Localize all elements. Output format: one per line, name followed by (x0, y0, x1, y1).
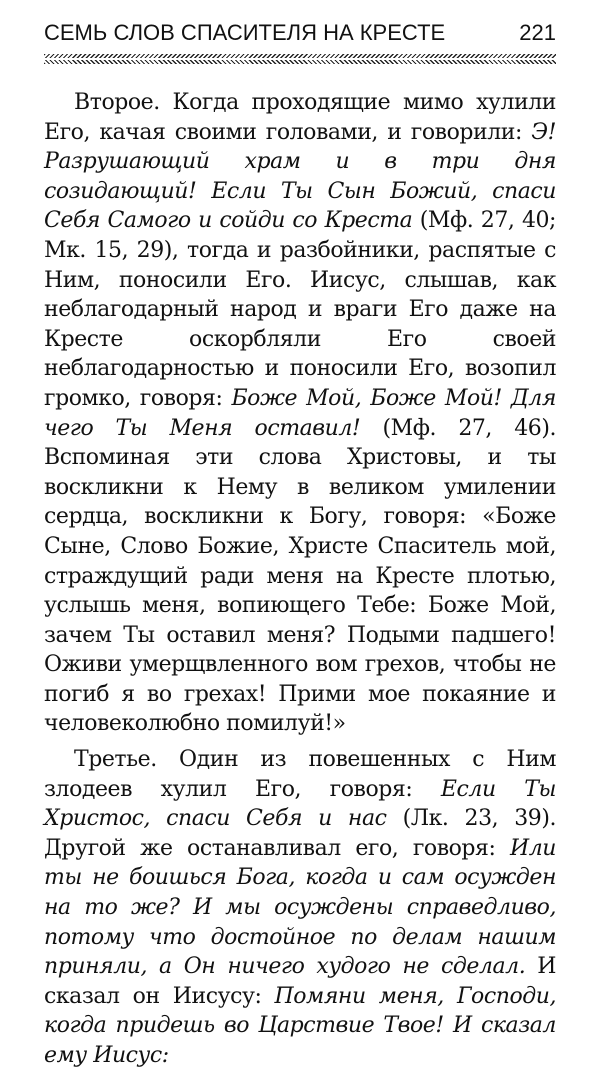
text-run: (Мф. 27, 46). Вспоминая эти слова Христовы, и ты воскликни к Нему в великом умилении сердца, воскликни к Богу, говоря: «Боже Сыне, Слово Божие, Христе Спаситель мой, страждущий ради меня на Кресте плотью, услышь меня, вопиющего Тебе: Боже Мой, зачем Ты оставил меня? Подыми падшего! Оживи умерщвленного вом грехов, чтобы не погиб я во грехах! Прими мое покаяние и человеколюбно помилуй!» (44, 415, 556, 737)
ornamental-rule (44, 54, 556, 64)
quote-run: Помяни меня, Господи, когда придешь во Царствие Твое! И сказал ему Иисус: (44, 983, 556, 1068)
running-header (44, 20, 556, 50)
paragraph-third-word (44, 745, 556, 1071)
page-number: 221 (519, 20, 556, 45)
quote-run: Э! Разрушающий храм и в три дня созидающий! Если Ты Сын Божий, спаси Себя Самого и сойди со Креста (44, 119, 556, 234)
text-run: Третье. Один из повешенных с Ним злодеев хулил Его, говоря: (44, 747, 556, 802)
text-run: (Лк. 23, 39). Другой же останавливал его, говоря: (44, 806, 557, 861)
text-run: Второе. Когда проходящие мимо хулили Его, качая своими головами, и говорили: (44, 90, 556, 145)
quote-run: Если Ты Христос, спаси Себя и нас (44, 776, 556, 832)
quote-run: Или ты не боишься Бога, когда и сам осужден на то же? И мы осуждены справедливо, потому что достойное по делам нашим приняли, а Он ничего худого не сделал. (44, 835, 556, 980)
text-run: И сказал он Иисусу: (44, 954, 556, 1009)
text-run: (Мф. 27, 40; Мк. 15, 29), тогда и разбойники, распятые с Ним, поносили Его. Иисус, слышав, как неблагодарный народ и враги Его даже на Кресте оскорбляли Его своей неблагодарностью и поносили Его, возопил громко, говоря: (44, 208, 556, 411)
paragraph-second-word (44, 88, 556, 739)
running-title: СЕМЬ СЛОВ СПАСИТЕЛЯ НА КРЕСТЕ (44, 20, 446, 45)
quote-run: Боже Мой, Боже Мой! Для чего Ты Меня оставил! (44, 385, 556, 441)
body-text (44, 88, 556, 1071)
